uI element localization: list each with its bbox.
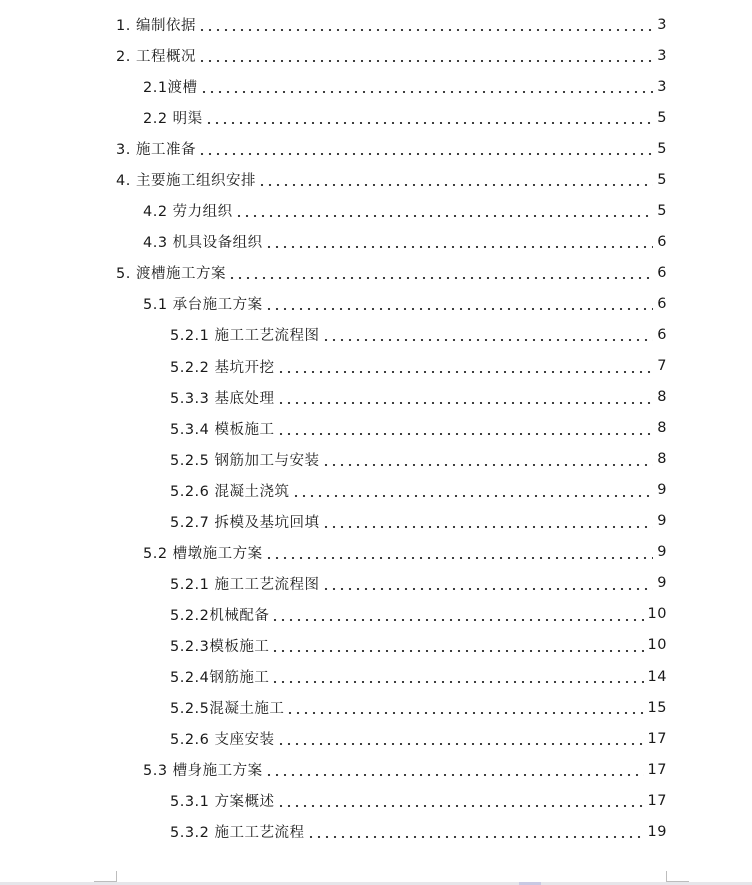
dot-leader bbox=[277, 433, 653, 435]
dot-leader bbox=[265, 246, 653, 248]
toc-entry[interactable] bbox=[0, 133, 752, 164]
toc-entry-label: 5.3.1 方案概述 bbox=[170, 794, 275, 811]
toc-entry-label: 5.2.2 基坑开挖 bbox=[170, 359, 275, 376]
toc-entry-label: 5.2.7 拆模及基坑回填 bbox=[170, 514, 320, 531]
toc-entry[interactable] bbox=[0, 754, 752, 785]
toc-entry-label: 3. 施工准备 bbox=[116, 142, 196, 159]
toc-page-number: 3 bbox=[657, 16, 667, 33]
toc-page-number: 10 bbox=[647, 637, 667, 654]
toc-entry[interactable] bbox=[0, 257, 752, 288]
toc-entry[interactable] bbox=[0, 413, 752, 444]
toc-entry[interactable] bbox=[0, 723, 752, 754]
toc-entry[interactable] bbox=[0, 816, 752, 847]
toc-entry[interactable] bbox=[0, 599, 752, 630]
dot-leader bbox=[286, 712, 643, 714]
toc-entry[interactable] bbox=[0, 102, 752, 133]
dot-leader bbox=[265, 557, 653, 559]
toc-entry[interactable] bbox=[0, 195, 752, 226]
dot-leader bbox=[322, 339, 653, 341]
dot-leader bbox=[307, 836, 644, 838]
toc-entry-label: 4.3 机具设备组织 bbox=[143, 235, 263, 252]
toc-page-number: 9 bbox=[657, 482, 667, 499]
toc-page-number: 8 bbox=[657, 451, 667, 468]
dot-leader bbox=[292, 495, 653, 497]
toc-entry-label: 5.2 槽墩施工方案 bbox=[143, 545, 263, 562]
toc-page-number: 5 bbox=[657, 109, 667, 126]
toc-entry[interactable] bbox=[0, 164, 752, 195]
toc-entry[interactable] bbox=[0, 785, 752, 816]
toc-page-number: 9 bbox=[657, 575, 667, 592]
toc-entry-label: 5.3.2 施工工艺流程 bbox=[170, 825, 305, 842]
toc-entry-label: 4. 主要施工组织安排 bbox=[116, 173, 256, 190]
toc-page-number: 9 bbox=[657, 513, 667, 530]
toc-page-number: 14 bbox=[647, 668, 667, 685]
toc-entry-label: 5.1 承台施工方案 bbox=[143, 297, 263, 314]
toc-entry-label: 5. 渡槽施工方案 bbox=[116, 266, 226, 283]
dot-leader bbox=[198, 29, 653, 31]
toc-entry-label: 2. 工程概况 bbox=[116, 49, 196, 66]
toc-entry-label: 5.2.1 施工工艺流程图 bbox=[170, 328, 320, 345]
toc-page-number: 10 bbox=[647, 606, 667, 623]
dot-leader bbox=[228, 277, 653, 279]
toc-page-number: 5 bbox=[657, 202, 667, 219]
toc-page-number: 17 bbox=[647, 792, 667, 809]
toc-page-number: 5 bbox=[657, 140, 667, 157]
toc-entry[interactable] bbox=[0, 444, 752, 475]
toc-page-number: 6 bbox=[657, 264, 667, 281]
dot-leader bbox=[265, 308, 653, 310]
toc-page-number: 6 bbox=[657, 233, 667, 250]
dot-leader bbox=[265, 774, 644, 776]
toc-entry[interactable] bbox=[0, 630, 752, 661]
toc-entry-label: 5.2.5 钢筋加工与安装 bbox=[170, 452, 320, 469]
dot-leader bbox=[277, 805, 644, 807]
toc-entry-label: 4.2 劳力组织 bbox=[143, 204, 233, 221]
toc-page-number: 3 bbox=[657, 78, 667, 95]
toc-entry-label: 2.1渡槽 bbox=[143, 80, 198, 97]
toc-entry-label: 5.2.3模板施工 bbox=[170, 638, 270, 655]
toc-entry[interactable] bbox=[0, 288, 752, 319]
toc-page-number: 17 bbox=[647, 730, 667, 747]
toc-page-number: 8 bbox=[657, 389, 667, 406]
toc-entry[interactable] bbox=[0, 475, 752, 506]
dot-leader bbox=[258, 184, 653, 186]
toc-page-number: 15 bbox=[647, 699, 667, 716]
toc-page-number: 19 bbox=[647, 823, 667, 840]
dot-leader bbox=[198, 60, 653, 62]
dot-leader bbox=[198, 153, 653, 155]
toc-entry[interactable] bbox=[0, 568, 752, 599]
toc-entry[interactable] bbox=[0, 537, 752, 568]
dot-leader bbox=[322, 526, 653, 528]
dot-leader bbox=[235, 215, 653, 217]
toc-entry-label: 5.3 槽身施工方案 bbox=[143, 763, 263, 780]
toc-entry[interactable] bbox=[0, 71, 752, 102]
dot-leader bbox=[271, 681, 643, 683]
toc-entry-label: 5.2.1 施工工艺流程图 bbox=[170, 576, 320, 593]
toc-entry[interactable] bbox=[0, 40, 752, 71]
toc-entry[interactable] bbox=[0, 382, 752, 413]
dot-leader bbox=[271, 650, 643, 652]
dot-leader bbox=[322, 588, 653, 590]
dot-leader bbox=[205, 122, 653, 124]
page-corner-mark-right bbox=[666, 871, 689, 882]
toc-entry[interactable] bbox=[0, 506, 752, 537]
toc-page-number: 6 bbox=[657, 326, 667, 343]
toc-entry[interactable] bbox=[0, 319, 752, 350]
table-of-contents bbox=[0, 9, 752, 847]
toc-page-number: 7 bbox=[657, 358, 667, 375]
toc-entry-label: 5.3.4 模板施工 bbox=[170, 421, 275, 438]
toc-entry-label: 5.3.3 基底处理 bbox=[170, 390, 275, 407]
dot-leader bbox=[271, 619, 643, 621]
page-corner-mark-left bbox=[94, 871, 117, 882]
toc-entry-label: 5.2.6 混凝土浇筑 bbox=[170, 483, 290, 500]
toc-entry-label: 2.2 明渠 bbox=[143, 111, 203, 128]
dot-leader bbox=[200, 91, 653, 93]
toc-page-number: 8 bbox=[657, 420, 667, 437]
toc-page-number: 17 bbox=[647, 761, 667, 778]
toc-page-number: 9 bbox=[657, 544, 667, 561]
toc-entry[interactable] bbox=[0, 226, 752, 257]
toc-entry[interactable] bbox=[0, 661, 752, 692]
toc-entry-label: 5.2.2机械配备 bbox=[170, 607, 270, 624]
toc-entry[interactable] bbox=[0, 9, 752, 40]
dot-leader bbox=[277, 743, 644, 745]
toc-entry[interactable] bbox=[0, 692, 752, 723]
toc-page-number: 5 bbox=[657, 171, 667, 188]
toc-entry-label: 5.2.4钢筋施工 bbox=[170, 670, 270, 686]
dot-leader bbox=[322, 464, 653, 466]
toc-entry-label: 5.2.5混凝土施工 bbox=[170, 701, 285, 718]
toc-entry-label: 1. 编制依据 bbox=[116, 18, 196, 35]
toc-entry-label: 5.2.6 支座安装 bbox=[170, 732, 275, 749]
toc-page-number: 6 bbox=[657, 295, 667, 312]
toc-entry[interactable] bbox=[0, 351, 752, 382]
dot-leader bbox=[277, 371, 653, 373]
dot-leader bbox=[277, 402, 653, 404]
toc-page-number: 3 bbox=[657, 47, 667, 64]
